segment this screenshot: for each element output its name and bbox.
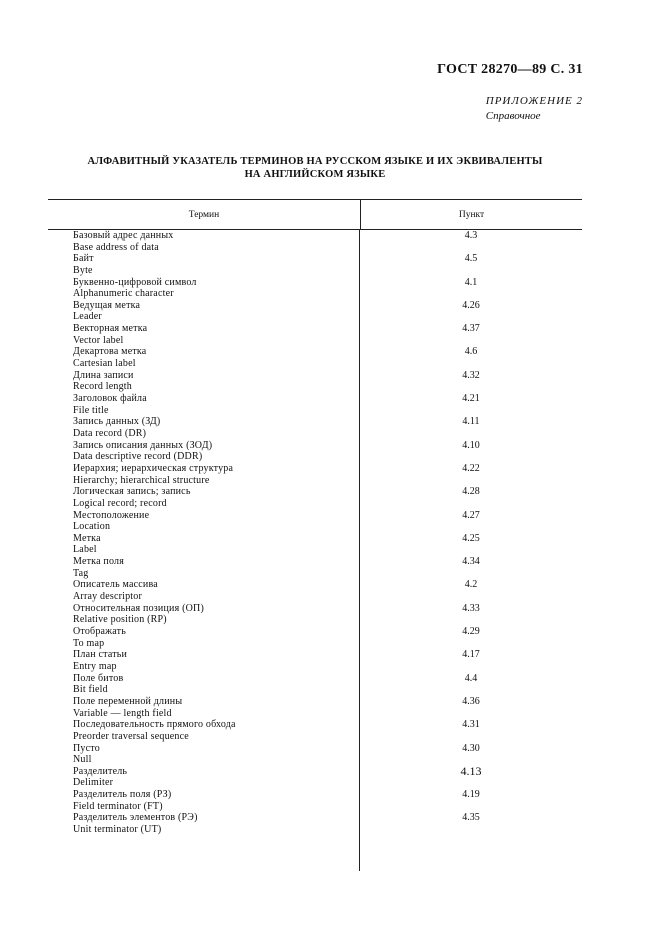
item-number: 4.29 bbox=[462, 626, 480, 638]
term-english: Logical record; record bbox=[73, 497, 167, 509]
item-number: 4.22 bbox=[462, 462, 480, 474]
appendix-label bbox=[486, 94, 583, 124]
item-number: 4.30 bbox=[462, 742, 480, 754]
table-row bbox=[48, 696, 359, 719]
term-english: Delimiter bbox=[73, 777, 114, 789]
term-russian: Местоположение bbox=[73, 509, 150, 521]
table-row bbox=[48, 673, 359, 696]
term-russian: Относительная позиция (ОП) bbox=[73, 602, 204, 614]
index-title bbox=[48, 155, 582, 181]
term-english: Preorder traversal sequence bbox=[73, 730, 189, 742]
term-english: Entry map bbox=[73, 660, 117, 672]
table-row bbox=[48, 253, 359, 276]
table-row bbox=[48, 533, 359, 556]
term-english: Base address of data bbox=[73, 241, 159, 253]
item-number: 4.27 bbox=[462, 509, 480, 521]
term-english: Alphanumeric character bbox=[73, 288, 174, 300]
item-number: 4.3 bbox=[464, 230, 478, 241]
term-russian: Разделитель bbox=[73, 765, 128, 777]
item-number: 4.26 bbox=[462, 299, 480, 311]
term-english: Record length bbox=[73, 381, 132, 393]
item-number: 4.6 bbox=[464, 346, 478, 358]
table-row bbox=[48, 812, 359, 835]
table-row bbox=[48, 277, 359, 300]
item-number: 4.25 bbox=[462, 532, 480, 544]
term-russian: Метка поля bbox=[73, 556, 125, 568]
table-row bbox=[48, 556, 359, 579]
term-english: Byte bbox=[73, 264, 93, 276]
term-english: Relative position (RP) bbox=[73, 614, 167, 626]
item-number: 4.11 bbox=[462, 416, 480, 428]
term-russian: Буквенно-цифровой символ bbox=[73, 276, 197, 288]
table-row bbox=[48, 719, 359, 742]
term-english: Data record (DR) bbox=[73, 427, 147, 439]
term-english: Unit terminator (UT) bbox=[73, 824, 162, 836]
table-row bbox=[48, 463, 359, 486]
item-number: 4.35 bbox=[462, 812, 480, 824]
item-number: 4.32 bbox=[462, 369, 480, 381]
term-english: Null bbox=[73, 754, 92, 766]
term-russian: Отображать bbox=[73, 626, 127, 638]
column-header-term: Термин bbox=[48, 200, 361, 229]
term-russian: Запись описания данных (ЗОД) bbox=[73, 439, 213, 451]
terms-column bbox=[48, 230, 360, 871]
term-russian: Разделитель элементов (РЭ) bbox=[73, 812, 198, 824]
table-row bbox=[48, 393, 359, 416]
column-header-item: Пункт bbox=[458, 209, 485, 220]
table-row bbox=[48, 416, 359, 439]
table-row bbox=[48, 603, 359, 626]
table-row bbox=[48, 486, 359, 509]
table-row bbox=[48, 300, 359, 323]
term-english: To map bbox=[73, 637, 105, 649]
table-row bbox=[48, 626, 359, 649]
term-english: Field terminator (FT) bbox=[73, 800, 163, 812]
term-english: Leader bbox=[73, 311, 102, 323]
term-russian: Декартова метка bbox=[73, 346, 147, 358]
table-row bbox=[48, 766, 359, 789]
table-row bbox=[48, 789, 359, 812]
item-number: 4.31 bbox=[462, 719, 480, 731]
table-row bbox=[48, 510, 359, 533]
term-english: Data descriptive record (DDR) bbox=[73, 451, 203, 463]
item-number: 4.33 bbox=[462, 602, 480, 614]
table-row bbox=[48, 440, 359, 463]
term-russian: Описатель массива bbox=[73, 579, 158, 591]
item-number: 4.36 bbox=[462, 695, 480, 707]
table-header bbox=[48, 199, 582, 230]
term-russian: Разделитель поля (РЗ) bbox=[73, 789, 172, 801]
term-russian: Заголовок файла bbox=[73, 393, 147, 405]
term-russian: Пусто bbox=[73, 742, 100, 754]
table-row bbox=[48, 649, 359, 672]
term-russian: Векторная метка bbox=[73, 323, 148, 335]
term-english: Bit field bbox=[73, 684, 108, 696]
term-russian: Иерархия; иерархическая структура bbox=[73, 462, 234, 474]
appendix-note: Справочное bbox=[485, 110, 541, 122]
item-number: 4.34 bbox=[462, 556, 480, 568]
table-row bbox=[48, 370, 359, 393]
table-row bbox=[48, 346, 359, 369]
term-russian: План статьи bbox=[73, 649, 128, 661]
item-number: 4.10 bbox=[462, 439, 480, 451]
item-number: 4.37 bbox=[462, 323, 480, 335]
item-number: 4.5 bbox=[464, 253, 478, 265]
term-english: Location bbox=[73, 521, 111, 533]
page-header: ГОСТ 28270—89 С. 31 bbox=[437, 62, 583, 77]
term-russian: Логическая запись; запись bbox=[73, 486, 191, 498]
term-russian: Байт bbox=[73, 253, 94, 265]
item-number: 4.19 bbox=[462, 789, 480, 801]
term-english: Label bbox=[73, 544, 97, 556]
item-number: 4.13 bbox=[460, 763, 482, 778]
item-number: 4.17 bbox=[462, 649, 480, 661]
term-english: File title bbox=[73, 404, 109, 416]
term-russian: Ведущая метка bbox=[73, 299, 141, 311]
index-title-line2: НА АНГЛИЙСКОМ ЯЗЫКЕ bbox=[244, 169, 386, 180]
item-number: 4.2 bbox=[464, 579, 478, 591]
term-russian: Базовый адрес данных bbox=[73, 230, 174, 241]
term-english: Array descriptor bbox=[73, 591, 143, 603]
index-title-line1: АЛФАВИТНЫЙ УКАЗАТЕЛЬ ТЕРМИНОВ НА РУССКОМ ЯЗЫКЕ И ИХ ЭКВИВАЛЕНТЫ bbox=[87, 156, 543, 167]
table-row bbox=[48, 579, 359, 602]
term-russian: Длина записи bbox=[73, 369, 134, 381]
term-russian: Поле битов bbox=[73, 672, 124, 684]
table-row bbox=[48, 323, 359, 346]
table-body bbox=[48, 230, 582, 871]
term-english: Tag bbox=[73, 567, 89, 579]
term-english: Vector label bbox=[73, 334, 124, 346]
term-english: Cartesian label bbox=[73, 358, 136, 370]
term-english: Hierarchy; hierarchical structure bbox=[73, 474, 210, 486]
item-number: 4.28 bbox=[462, 486, 480, 498]
term-english: Variable — length field bbox=[73, 707, 172, 719]
term-russian: Запись данных (ЗД) bbox=[73, 416, 161, 428]
table-row bbox=[48, 743, 359, 766]
appendix-title: ПРИЛОЖЕНИЕ 2 bbox=[485, 95, 583, 107]
terms-index-table bbox=[48, 199, 582, 871]
item-number: 4.21 bbox=[462, 393, 480, 405]
term-russian: Метка bbox=[73, 532, 101, 544]
items-column bbox=[360, 230, 582, 871]
term-russian: Поле переменной длины bbox=[73, 695, 183, 707]
term-russian: Последовательность прямого обхода bbox=[73, 719, 236, 731]
item-number: 4.1 bbox=[464, 276, 478, 288]
item-number: 4.4 bbox=[464, 672, 478, 684]
table-row bbox=[48, 230, 359, 253]
